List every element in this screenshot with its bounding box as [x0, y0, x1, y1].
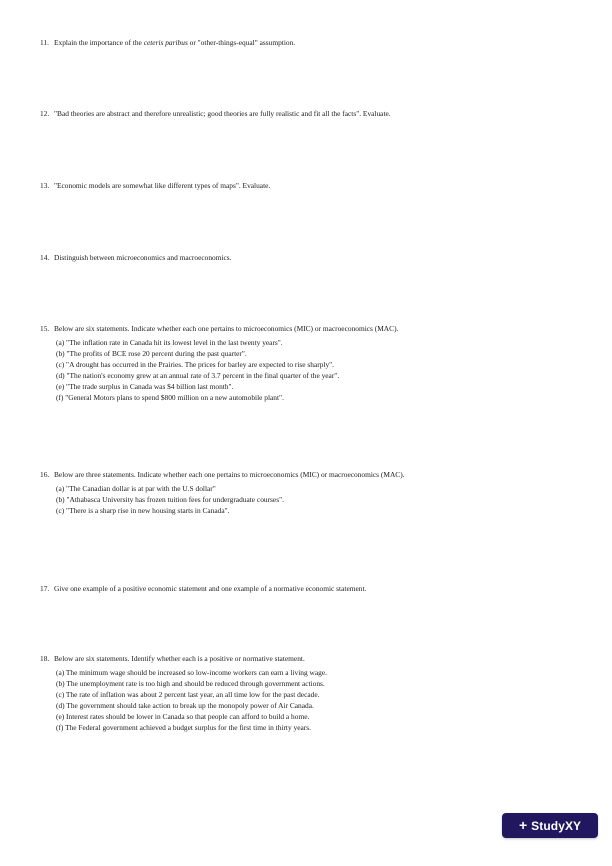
question-text-italic: ceteris paribus — [143, 38, 188, 47]
question-text-segment: Give one example of a positive economic statement and one example of a normative economic statement. — [54, 584, 367, 593]
question-text-segment: "Bad theories are abstract and therefore unrealistic; good theories are fully realistic and fit all the facts". Evaluate. — [54, 109, 391, 118]
question-number: 16. — [40, 470, 50, 479]
question-text-segment: Below are six statements. Indicate whether each one pertains to microeconomics (MIC) or macroeconomics (MAC). — [54, 324, 399, 333]
sub-item: (d) "The nation's economy grew at an annual rate of 3.7 percent in the final quarter of the year". — [56, 370, 340, 380]
question-text — [54, 109, 391, 118]
question-line — [40, 253, 575, 263]
question-text — [54, 584, 366, 593]
studyxy-label — [531, 819, 581, 833]
question-text-segment: or "other-things-equal" assumption. — [187, 38, 296, 47]
question-text — [54, 470, 405, 479]
studyxy-label-xy: XY — [565, 818, 582, 833]
plus-icon: + — [518, 817, 528, 833]
question-number: 14. — [40, 253, 50, 262]
sub-item-list — [56, 338, 575, 403]
question-block — [40, 38, 575, 48]
question-line — [40, 584, 575, 594]
question-block — [40, 109, 575, 119]
question-text-segment: Below are three statements. Indicate whether each one pertains to microeconomics (MIC) or macroeconomics (MAC). — [54, 470, 405, 479]
question-number: 11. — [40, 38, 49, 47]
sub-item: (e) "The trade surplus in Canada was $4 billion last month". — [56, 381, 234, 391]
studyxy-watermark — [502, 813, 598, 838]
sub-item: (d) The government should take action to break up the monopoly power of Air Canada. — [56, 700, 314, 710]
question-block — [40, 181, 575, 191]
question-line — [40, 181, 575, 191]
question-block — [40, 470, 575, 517]
sub-item: (a) "The inflation rate in Canada hit its lowest level in the last twenty years". — [56, 338, 283, 348]
sub-item: (a) The minimum wage should be increased so low-income workers can earn a living wage. — [56, 668, 327, 678]
question-line — [40, 470, 575, 480]
sub-item: (c) The rate of inflation was about 2 percent last year, an all time low for the past decade. — [56, 690, 320, 700]
question-text — [54, 38, 295, 47]
sub-item: (a) "The Canadian dollar is at par with the U.S dollar" — [56, 484, 216, 494]
question-number: 12. — [40, 109, 50, 118]
question-text-segment: Distinguish between microeconomics and macroeconomics. — [54, 253, 232, 262]
question-text-segment: Explain the importance of the — [54, 38, 144, 47]
question-text-segment: "Economic models are somewhat like different types of maps". Evaluate. — [54, 181, 271, 190]
question-block — [40, 253, 575, 263]
question-text — [54, 181, 270, 190]
sub-item: (b) The unemployment rate is too high and should be reduced through government actions. — [56, 679, 325, 689]
sub-item: (f) "General Motors plans to spend $800 million on a new automobile plant". — [56, 392, 284, 402]
question-line — [40, 38, 575, 48]
sub-item: (b) "The profits of BCE rose 20 percent during the past quarter". — [56, 349, 247, 359]
question-text — [54, 324, 398, 333]
question-block — [40, 324, 575, 404]
question-block — [40, 584, 575, 594]
question-number: 15. — [40, 324, 50, 333]
question-text — [54, 253, 232, 262]
question-number: 18. — [40, 654, 50, 663]
question-line — [40, 109, 575, 119]
sub-item-list — [56, 668, 575, 733]
question-line — [40, 654, 575, 664]
question-text-segment: Below are six statements. Identify whether each is a positive or normative statement. — [54, 654, 305, 663]
sub-item: (c) "There is a sharp rise in new housing starts in Canada". — [56, 506, 230, 516]
sub-item-list — [56, 484, 575, 517]
question-block — [40, 654, 575, 734]
sub-item: (c) "A drought has occurred in the Prairies. The prices for barley are expected to rise sharply". — [56, 360, 335, 370]
question-number: 13. — [40, 181, 50, 190]
question-text — [54, 654, 305, 663]
question-line — [40, 324, 575, 334]
sub-item: (f) The Federal government achieved a budget surplus for the first time in thirty years. — [56, 722, 311, 732]
sub-item: (b) "Athabasca University has frozen tuition fees for undergraduate courses". — [56, 495, 284, 505]
studyxy-label-bold: Study — [531, 818, 565, 833]
sub-item: (e) Interest rates should be lower in Canada so that people can afford to build a home. — [56, 711, 310, 721]
question-number: 17. — [40, 584, 50, 593]
